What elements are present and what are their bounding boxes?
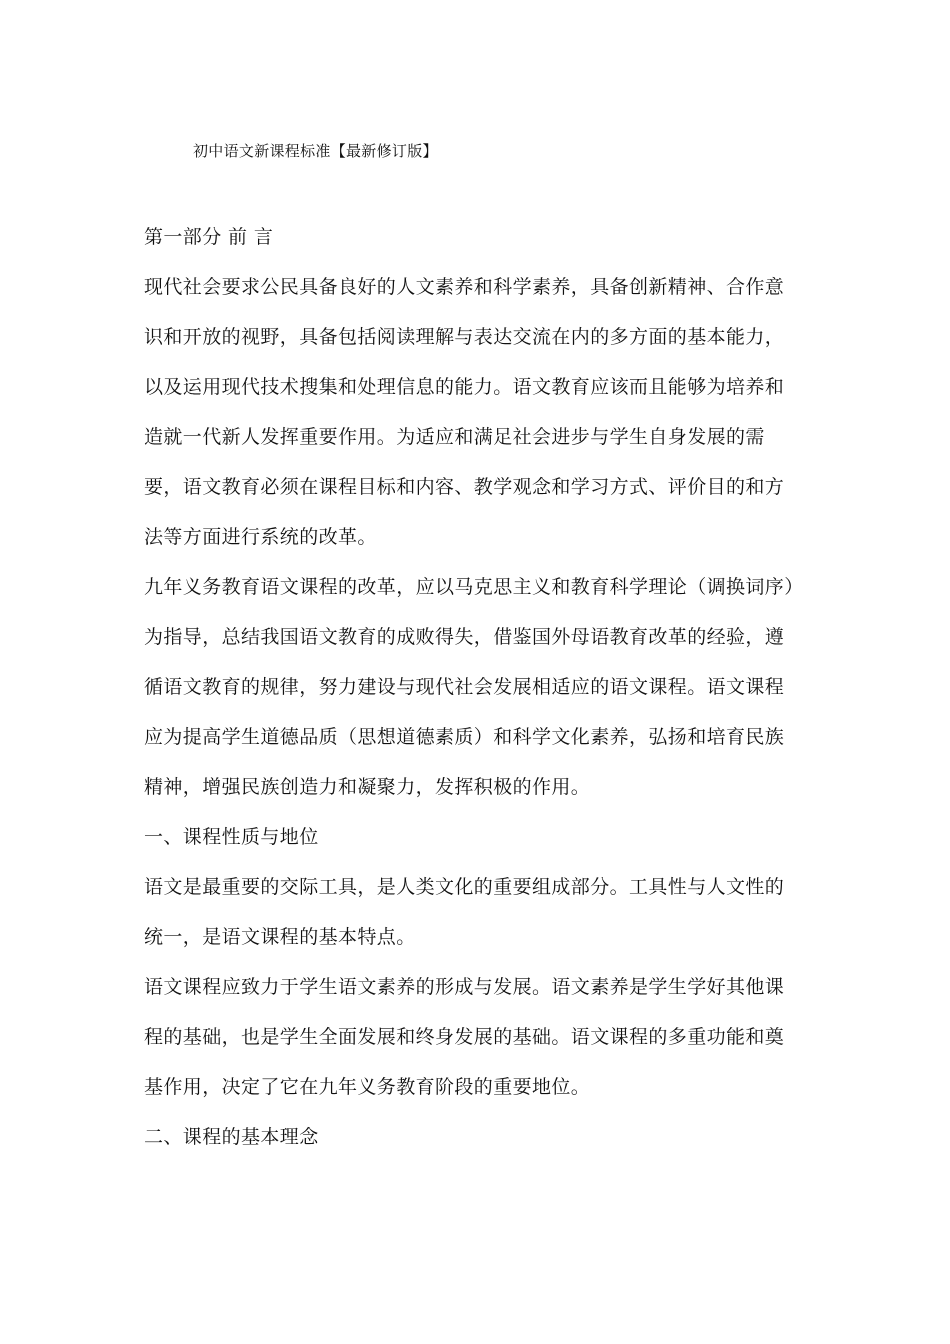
paragraph-line: 统一，是语文课程的基本特点。 xyxy=(144,926,416,948)
paragraph-line: 现代社会要求公民具备良好的人文素养和科学素养，具备创新精神、合作意 xyxy=(144,276,785,298)
paragraph-line: 语文课程应致力于学生语文素养的形成与发展。语文素养是学生学好其他课 xyxy=(144,976,785,998)
section-heading-course-nature: 一、课程性质与地位 xyxy=(144,826,319,848)
paragraph-line: 造就一代新人发挥重要作用。为适应和满足社会进步与学生自身发展的需 xyxy=(144,426,765,448)
paragraph-line: 循语文教育的规律，努力建设与现代社会发展相适应的语文课程。语文课程 xyxy=(144,676,785,698)
paragraph-line: 基作用，决定了它在九年义务教育阶段的重要地位。 xyxy=(144,1076,591,1098)
paragraph-line: 以及运用现代技术搜集和处理信息的能力。语文教育应该而且能够为培养和 xyxy=(144,376,785,398)
document-title: 初中语文新课程标准【最新修订版】 xyxy=(193,142,438,160)
section-heading-preface: 第一部分 前 言 xyxy=(144,226,274,248)
paragraph-line: 程的基础，也是学生全面发展和终身发展的基础。语文课程的多重功能和奠 xyxy=(144,1026,785,1048)
paragraph-line: 九年义务教育语文课程的改革，应以马克思主义和教育科学理论（调换词序） xyxy=(144,576,804,598)
document-body xyxy=(144,222,804,1172)
paragraph-line: 法等方面进行系统的改革。 xyxy=(144,526,377,548)
paragraph-line: 语文是最重要的交际工具，是人类文化的重要组成部分。工具性与人文性的 xyxy=(144,876,785,898)
paragraph-line: 为指导，总结我国语文教育的成败得失，借鉴国外母语教育改革的经验，遵 xyxy=(144,626,785,648)
paragraph-line: 精神，增强民族创造力和凝聚力，发挥积极的作用。 xyxy=(144,776,591,798)
paragraph-line: 识和开放的视野，具备包括阅读理解与表达交流在内的多方面的基本能力， xyxy=(144,326,785,348)
section-heading-basic-concepts: 二、课程的基本理念 xyxy=(144,1126,319,1148)
paragraph-line: 要，语文教育必须在课程目标和内容、教学观念和学习方式、评价目的和方 xyxy=(144,476,785,498)
paragraph-line: 应为提高学生道德品质（思想道德素质）和科学文化素养，弘扬和培育民族 xyxy=(144,726,785,748)
